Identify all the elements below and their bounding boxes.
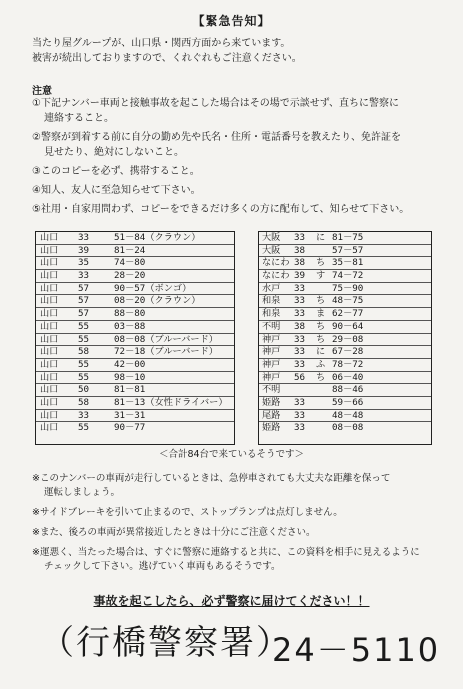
plate-row (259, 308, 431, 321)
plate-number: 59－66 (332, 396, 364, 408)
plate-region: 大阪 (262, 232, 281, 243)
warning-item (32, 506, 456, 520)
plate-kana (100, 232, 114, 244)
plate-row (259, 295, 431, 308)
plate-number: 98－10 (114, 371, 146, 383)
plate-row (36, 283, 234, 296)
plate-region: 山口 (40, 320, 59, 332)
plate-number: 08－08 (332, 422, 364, 434)
plate-kana (100, 295, 114, 307)
plate-region: 山口 (40, 371, 59, 383)
plate-number: 48－48 (332, 409, 364, 421)
plate-number: 57－57 (332, 244, 364, 256)
plate-number: 90－77 (114, 422, 146, 434)
plate-number: 81－75 (332, 232, 364, 243)
plate-region: 山口 (40, 232, 59, 243)
notice-text: ⑤社用・自家用問わず、コピーをできるだけ多くの方に配布して、知らせて下さい。 (32, 204, 410, 215)
intro-line: 被害が続出しておりますので、くれぐれもご注意ください。 (32, 53, 302, 64)
plate-class: 50 (78, 384, 90, 396)
plate-kana (100, 397, 114, 409)
plate-row (259, 384, 431, 397)
plate-row (36, 321, 234, 334)
plate-region: 姫路 (262, 422, 281, 434)
plate-class: 57 (78, 282, 90, 294)
plate-class: 33 (294, 422, 306, 434)
plate-region: 山口 (40, 422, 59, 434)
plate-row (259, 257, 431, 270)
plate-kana (100, 346, 114, 358)
plate-class: 55 (78, 358, 90, 370)
plate-row (259, 410, 431, 423)
plate-class: 33 (294, 295, 306, 307)
plate-class: 33 (78, 232, 90, 243)
plate-region: 山口 (40, 244, 59, 256)
plate-class: 56 (294, 371, 306, 383)
notice-text: ①下記ナンバー車両と接触事故を起こした場合はその場で示談せず、直ちに警察に (32, 98, 399, 109)
plate-row (36, 245, 234, 258)
plate-region: 和泉 (262, 295, 281, 307)
notice-item (32, 130, 456, 160)
plate-kana: に (316, 346, 326, 358)
plate-row (259, 321, 431, 334)
plate-class: 57 (78, 295, 90, 307)
plate-region: 山口 (40, 346, 59, 358)
plate-number: 51－84（クラウン） (114, 232, 201, 243)
plate-number: 35－81 (332, 257, 364, 269)
plate-kana (100, 422, 114, 434)
plate-kana (100, 321, 114, 333)
plate-number: 75－90 (332, 282, 364, 294)
plate-row (259, 270, 431, 283)
plate-class: 33 (294, 308, 306, 320)
plate-class: 39 (78, 244, 90, 256)
plate-class: 33 (294, 333, 306, 345)
plate-class: 38 (294, 320, 306, 332)
warning-item (32, 472, 456, 500)
plate-kana: す (316, 270, 326, 282)
plate-class: 55 (78, 333, 90, 345)
total-note: ＜合計84台で来ているそうです＞ (158, 449, 305, 460)
plate-class: 33 (78, 270, 90, 282)
plate-region: 大阪 (262, 244, 281, 256)
warning-text: ※サイドブレーキを引いて止まるので、ストップランプは点灯しません。 (32, 507, 343, 518)
intro-line: 当たり屋グループが、山口県・関西方面から来ています。 (32, 38, 291, 49)
plate-number: 29－08 (332, 333, 364, 345)
plate-row (36, 422, 234, 434)
plate-class: 33 (294, 232, 306, 243)
plate-number: 42－00 (114, 358, 146, 370)
plate-row (36, 232, 234, 245)
plate-row (259, 283, 431, 296)
plate-number: 78－72 (332, 358, 364, 370)
plate-kana (316, 397, 332, 409)
plate-class: 58 (78, 346, 90, 358)
notice-text-cont: 見せたり、絶対にしないこと。 (44, 147, 184, 158)
plate-region: 山口 (40, 358, 59, 370)
warning-item (32, 546, 456, 574)
notice-item (32, 164, 456, 179)
plate-region: 山口 (40, 282, 59, 294)
plate-region: 神戸 (262, 333, 281, 345)
plate-row (36, 372, 234, 385)
plate-kana (316, 410, 332, 422)
plate-class: 38 (294, 257, 306, 269)
call-to-action: 事故を起こしたら、必ず警察に届けてください！！ (93, 594, 370, 608)
plate-table-right (258, 231, 432, 445)
plate-table-left (35, 231, 235, 445)
plate-row (259, 232, 431, 245)
plate-class: 38 (294, 244, 306, 256)
notice-text-cont: 連絡すること。 (44, 113, 114, 124)
plate-kana: ち (316, 257, 326, 269)
plate-kana: に (316, 232, 326, 243)
notice-item (32, 96, 456, 126)
plate-region: 神戸 (262, 346, 281, 358)
page-title: 【緊急告知】 (192, 14, 271, 28)
plate-row (36, 270, 234, 283)
plate-region: 山口 (40, 257, 59, 269)
plate-class: 33 (294, 358, 306, 370)
plate-kana (100, 308, 114, 320)
plate-class: 55 (78, 320, 90, 332)
plate-region: 山口 (40, 308, 59, 320)
plate-kana: ち (316, 295, 326, 307)
plate-kana (100, 372, 114, 384)
plate-row (36, 308, 234, 321)
police-phone-number: 24－5110 (272, 631, 441, 669)
plate-number: 31－31 (114, 409, 146, 421)
plate-kana (100, 257, 114, 269)
plate-class: 33 (294, 396, 306, 408)
plate-row (36, 334, 234, 347)
plate-class: 33 (78, 409, 90, 421)
plate-number: 81－24 (114, 244, 146, 256)
plate-kana (316, 245, 332, 257)
plate-number: 88－80 (114, 308, 146, 320)
warning-text: ※また、後ろの車両が異常接近したときは十分にご注意ください。 (32, 527, 316, 538)
plate-kana (100, 283, 114, 295)
plate-kana (100, 359, 114, 371)
warning-item (32, 526, 456, 540)
plate-kana (100, 245, 114, 257)
plate-number: 88－46 (332, 384, 364, 396)
plate-region: 神戸 (262, 358, 281, 370)
plate-row (259, 334, 431, 347)
plate-row (36, 410, 234, 423)
plate-kana: ち (316, 333, 326, 345)
plate-kana: ち (316, 371, 326, 383)
plate-class: 33 (294, 346, 306, 358)
warning-text-cont: 運転しましょう。 (44, 487, 121, 498)
plate-region: 和泉 (262, 308, 281, 320)
plate-number: 90－57（ボンゴ） (114, 282, 192, 294)
warning-text-cont: チェックして下さい。逃げていく車両もあるそうです。 (44, 561, 281, 572)
warning-list (32, 472, 456, 580)
intro-text (32, 36, 452, 66)
plate-class: 39 (294, 270, 306, 282)
plate-row (36, 295, 234, 308)
plate-row (36, 359, 234, 372)
plate-class: 57 (78, 308, 90, 320)
notice-text: ③このコピーを必ず、携帯すること。 (32, 166, 200, 177)
plate-kana: ま (316, 308, 326, 320)
plate-number: 74－72 (332, 270, 364, 282)
plate-region: 山口 (40, 384, 59, 396)
notice-item (32, 183, 456, 198)
plate-number: 06－40 (332, 371, 364, 383)
plate-kana: ふ (316, 358, 326, 370)
plate-number: 48－75 (332, 295, 364, 307)
plate-row (259, 359, 431, 372)
plate-row (259, 397, 431, 410)
plate-region: 山口 (40, 270, 59, 282)
plate-class (294, 384, 316, 396)
plate-kana (316, 422, 332, 434)
plate-class: 55 (78, 422, 90, 434)
plate-class: 35 (78, 257, 90, 269)
plate-row (259, 245, 431, 258)
warning-text: ※このナンバーの車両が走行しているときは、急停車されても大丈夫な距離を保って (32, 473, 391, 484)
plate-kana (100, 334, 114, 346)
plate-region: 山口 (40, 295, 59, 307)
plate-region: 尾路 (262, 409, 281, 421)
plate-number: 67－28 (332, 346, 364, 358)
plate-kana (100, 410, 114, 422)
plate-kana (100, 384, 114, 396)
plate-class: 55 (78, 371, 90, 383)
plate-region: 不明 (262, 384, 281, 396)
notice-text: ②警察が到着する前に自分の勤め先や氏名・住所・電話番号を教えたり、免許証を (32, 132, 401, 143)
plate-region: 山口 (40, 333, 59, 345)
plate-class: 33 (294, 282, 306, 294)
plate-region: 水戸 (262, 282, 281, 294)
plate-number: 03－88 (114, 320, 146, 332)
plate-row (36, 257, 234, 270)
plate-region: 姫路 (262, 396, 281, 408)
plate-number: 81－13（女性ドライバー） (114, 396, 228, 408)
plate-kana (316, 283, 332, 295)
warning-text: ※運悪く、当たった場合は、すぐに警察に連絡すると共に、この資料を相手に見えるように (32, 547, 420, 558)
notice-heading: 注意 (32, 86, 52, 97)
plate-number: 08－08（ブルーバード） (114, 333, 218, 345)
plate-number: 90－64 (332, 320, 364, 332)
notice-list (32, 96, 456, 221)
plate-region: 不明 (262, 320, 281, 332)
plate-number: 74－80 (114, 257, 146, 269)
plate-region: なにわ (262, 270, 290, 282)
plate-row (259, 372, 431, 385)
plate-region: 山口 (40, 396, 59, 408)
plate-row (259, 346, 431, 359)
plate-kana (316, 384, 332, 396)
plate-kana (100, 270, 114, 282)
notice-item (32, 202, 456, 217)
plate-kana: ち (316, 320, 326, 332)
plate-row (36, 397, 234, 410)
plate-region: 山口 (40, 409, 59, 421)
plate-class: 33 (294, 409, 306, 421)
plate-row (36, 384, 234, 397)
notice-text: ④知人、友人に至急知らせて下さい。 (32, 185, 201, 196)
plate-region: なにわ (262, 257, 290, 269)
plate-class: 58 (78, 396, 90, 408)
plate-number: 28－20 (114, 270, 146, 282)
plate-number: 62－77 (332, 308, 364, 320)
plate-number: 08－20（クラウン） (114, 295, 201, 307)
plate-number: 81－81 (114, 384, 146, 396)
plate-row (259, 422, 431, 434)
plate-region: 神戸 (262, 371, 281, 383)
plate-number: 72－18（ブルーバード） (114, 346, 218, 358)
police-station-name: （行橋警察署） (40, 623, 292, 663)
plate-row (36, 346, 234, 359)
